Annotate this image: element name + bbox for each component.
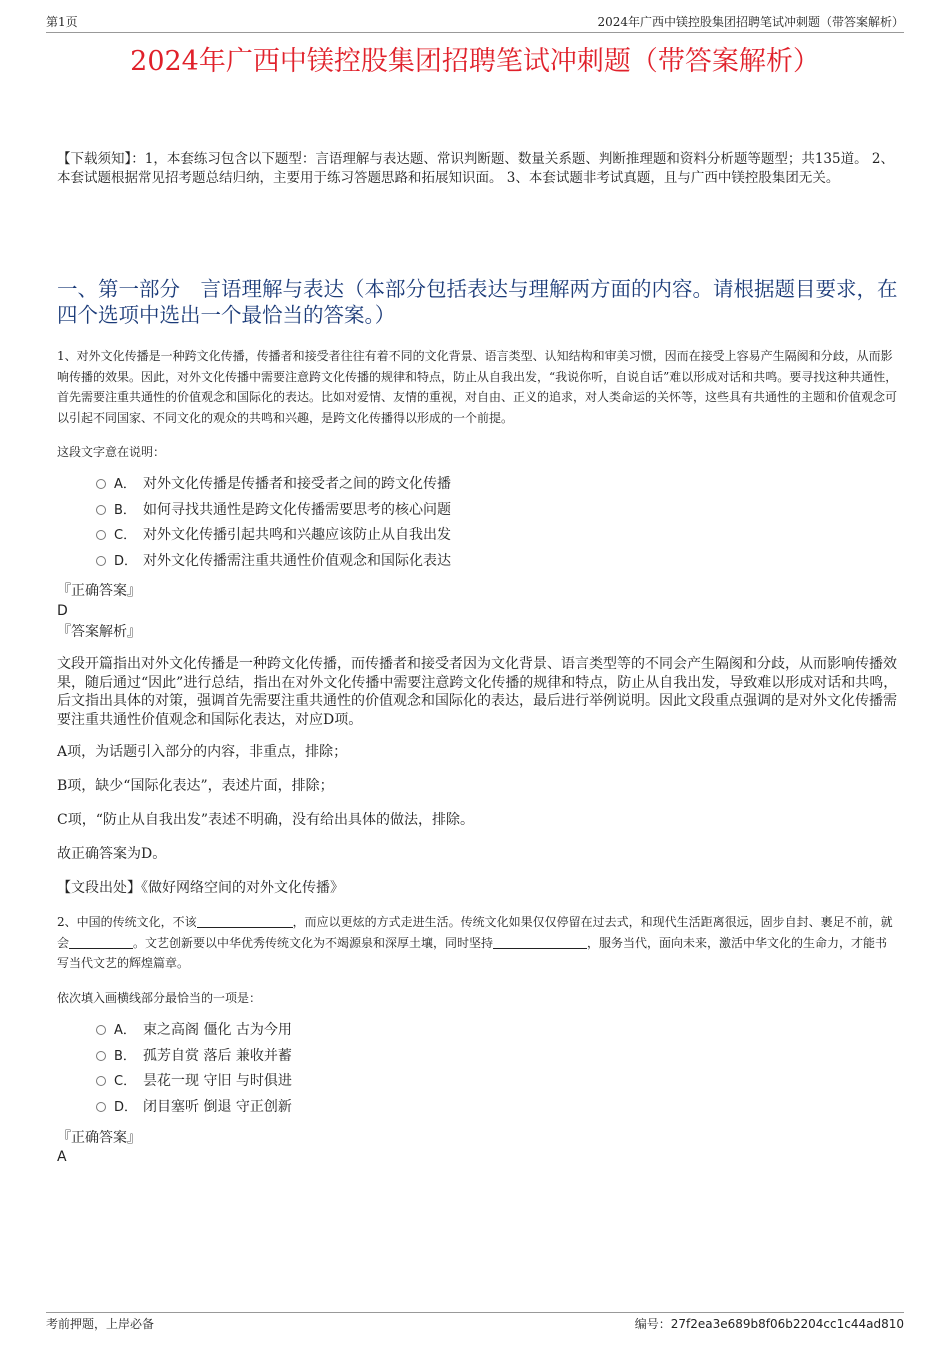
footer-slogan: 考前押题，上岸必备	[46, 1317, 155, 1331]
q1-option-a[interactable]	[96, 472, 451, 498]
option-key: D．	[114, 554, 138, 570]
radio-icon[interactable]	[96, 1076, 106, 1086]
option-text: 对外文化传播引起共鸣和兴趣应该防止从自我出发	[143, 527, 451, 544]
fill-blank-2	[69, 936, 133, 949]
option-key: C．	[114, 528, 137, 544]
fill-blank-3	[493, 936, 587, 949]
q1-passage: 1、对外文化传播是一种跨文化传播，传播者和接受者往往有着不同的文化背景、语言类型、认知结构和审美习惯，因而在接受上容易产生隔阂和分歧，从而影响传播的效果。因此，对外文化传播中需要注意跨文化传播的规律和特点，防止从自我出发，“我说你听，自说自话”难以形成对话和共鸣。要寻找这种共通性，首先需要注重共通性的价值观念和国际化的表达。比如对爱情、友情的重视，对自由、正义的追求，对人类命运的关怀等，这些具有共通性的主题和价值观念可以引起不同国家、不同文化的观众的共鸣和兴趣，是跨文化传播得以形成的一个前提。	[57, 349, 898, 425]
q2-text-3: 。文艺创新要以中华优秀传统文化为不竭源泉和深厚土壤，同时坚持	[133, 935, 494, 950]
option-key: A．	[114, 477, 136, 492]
q1-option-b[interactable]	[96, 498, 451, 524]
option-key: C．	[114, 1074, 137, 1090]
option-text: 昙花一现 守旧 与时俱进	[143, 1073, 292, 1090]
q2-answer-label: 『正确答案』	[57, 1130, 141, 1146]
option-key: A．	[114, 1023, 136, 1038]
radio-icon[interactable]	[96, 1025, 106, 1035]
document-title: 2024年广西中镁控股集团招聘笔试冲刺题（带答案解析）	[130, 46, 820, 77]
q1-analysis: 文段开篇指出对外文化传播是一种跨文化传播，而传播者和接受者因为文化背景、语言类型等的不同会产生隔阂和分歧，从而影响传播效果，随后通过“因此”进行总结，指出在对外文化传播中需要注意跨文化传播的规律和特点，防止从自我出发，导致难以形成对话和共鸣，后文指出具体的对策，强调首先需要注重共通性的价值观念和国际化的表达，最后进行举例说明。因此文段重点强调的是对外文化传播需要注重共通性价值观念和国际化表达，对应D项。	[57, 656, 898, 728]
q1-answer-label: 『正确答案』	[57, 583, 141, 599]
q1-analysis-a: A项，为话题引入部分的内容，非重点，排除；	[57, 744, 348, 760]
running-title: 2024年广西中镁控股集团招聘笔试冲刺题（带答案解析）	[597, 15, 904, 29]
page-footer	[46, 1312, 904, 1335]
fill-blank-1	[197, 915, 293, 928]
download-notice: 【下载须知】：1，本套练习包含以下题型：言语理解与表达题、常识判断题、数量关系题、判断推理题和资料分析题等题型；共135道。 2、本套试题根据常见招考题总结归纳，主要用于练习答题思路和拓展知识面。 3、本套试题非考试真题，且与广西中镁控股集团无关。	[57, 151, 894, 186]
q2-option-c[interactable]	[96, 1069, 292, 1095]
q1-prompt: 这段文字意在说明：	[57, 445, 166, 459]
q2-text-4: ，服务当代，面向未来，激活中华文化的生命力，才能书写当代文艺的辉煌篇章。	[57, 935, 888, 970]
q2-text-2: ，而应以更炫的方式走进生活。传统文化如果仅仅停留在过去式，和现代生活距离很远，固步自封、裹足不前，就会	[57, 915, 893, 950]
option-text: 对外文化传播需注重共通性价值观念和国际化表达	[143, 553, 451, 570]
q1-option-c[interactable]	[96, 523, 451, 549]
option-text: 如何寻找共通性是跨文化传播需要思考的核心问题	[143, 501, 451, 518]
q2-answer: A	[57, 1149, 67, 1165]
page-header	[46, 12, 904, 33]
option-key: B．	[114, 1048, 136, 1064]
radio-icon[interactable]	[96, 1102, 106, 1112]
option-key: D．	[114, 1100, 138, 1116]
q2-option-a[interactable]	[96, 1018, 292, 1044]
option-text: 闭目塞听 倒退 守正创新	[143, 1099, 292, 1116]
radio-icon[interactable]	[96, 1051, 106, 1061]
option-text: 束之高阁 僵化 古为今用	[143, 1022, 292, 1038]
option-text: 对外文化传播是传播者和接受者之间的跨文化传播	[143, 476, 451, 492]
section-title: 一、第一部分 言语理解与表达（本部分包括表达与理解两方面的内容。请根据题目要求，在四个选项中选出一个最恰当的答案。）	[57, 277, 898, 327]
q1-analysis-b: B项，缺少“国际化表达”，表述片面，排除；	[57, 778, 334, 794]
radio-icon[interactable]	[96, 479, 106, 489]
q1-source: 【文段出处】《做好网络空间的对外文化传播》	[57, 880, 344, 896]
code-value: 27f2ea3e689b8f06b2204cc1c44ad810	[670, 1317, 904, 1331]
option-key: B．	[114, 502, 136, 518]
q1-options	[96, 472, 451, 575]
q1-answer: D	[57, 603, 68, 619]
q2-option-d[interactable]	[96, 1095, 292, 1121]
q2-prompt: 依次填入画横线部分最恰当的一项是：	[57, 991, 262, 1005]
q1-conclusion: 故正确答案为D。	[57, 846, 167, 862]
q2-options	[96, 1018, 292, 1121]
page-number: 第1页	[46, 15, 78, 29]
q1-option-d[interactable]	[96, 549, 451, 575]
q2-passage	[57, 912, 899, 974]
radio-icon[interactable]	[96, 505, 106, 515]
radio-icon[interactable]	[96, 556, 106, 566]
code-label: 编号：	[634, 1317, 671, 1331]
radio-icon[interactable]	[96, 530, 106, 540]
q1-analysis-c: C项，“防止从自我出发”表述不明确，没有给出具体的做法，排除。	[57, 812, 475, 828]
q1-analysis-label: 『答案解析』	[57, 624, 141, 640]
document-code	[635, 1316, 904, 1332]
option-text: 孤芳自赏 落后 兼收并蓄	[143, 1047, 292, 1064]
q2-text-1: 2、中国的传统文化，不该	[57, 915, 197, 929]
q2-option-b[interactable]	[96, 1044, 292, 1070]
